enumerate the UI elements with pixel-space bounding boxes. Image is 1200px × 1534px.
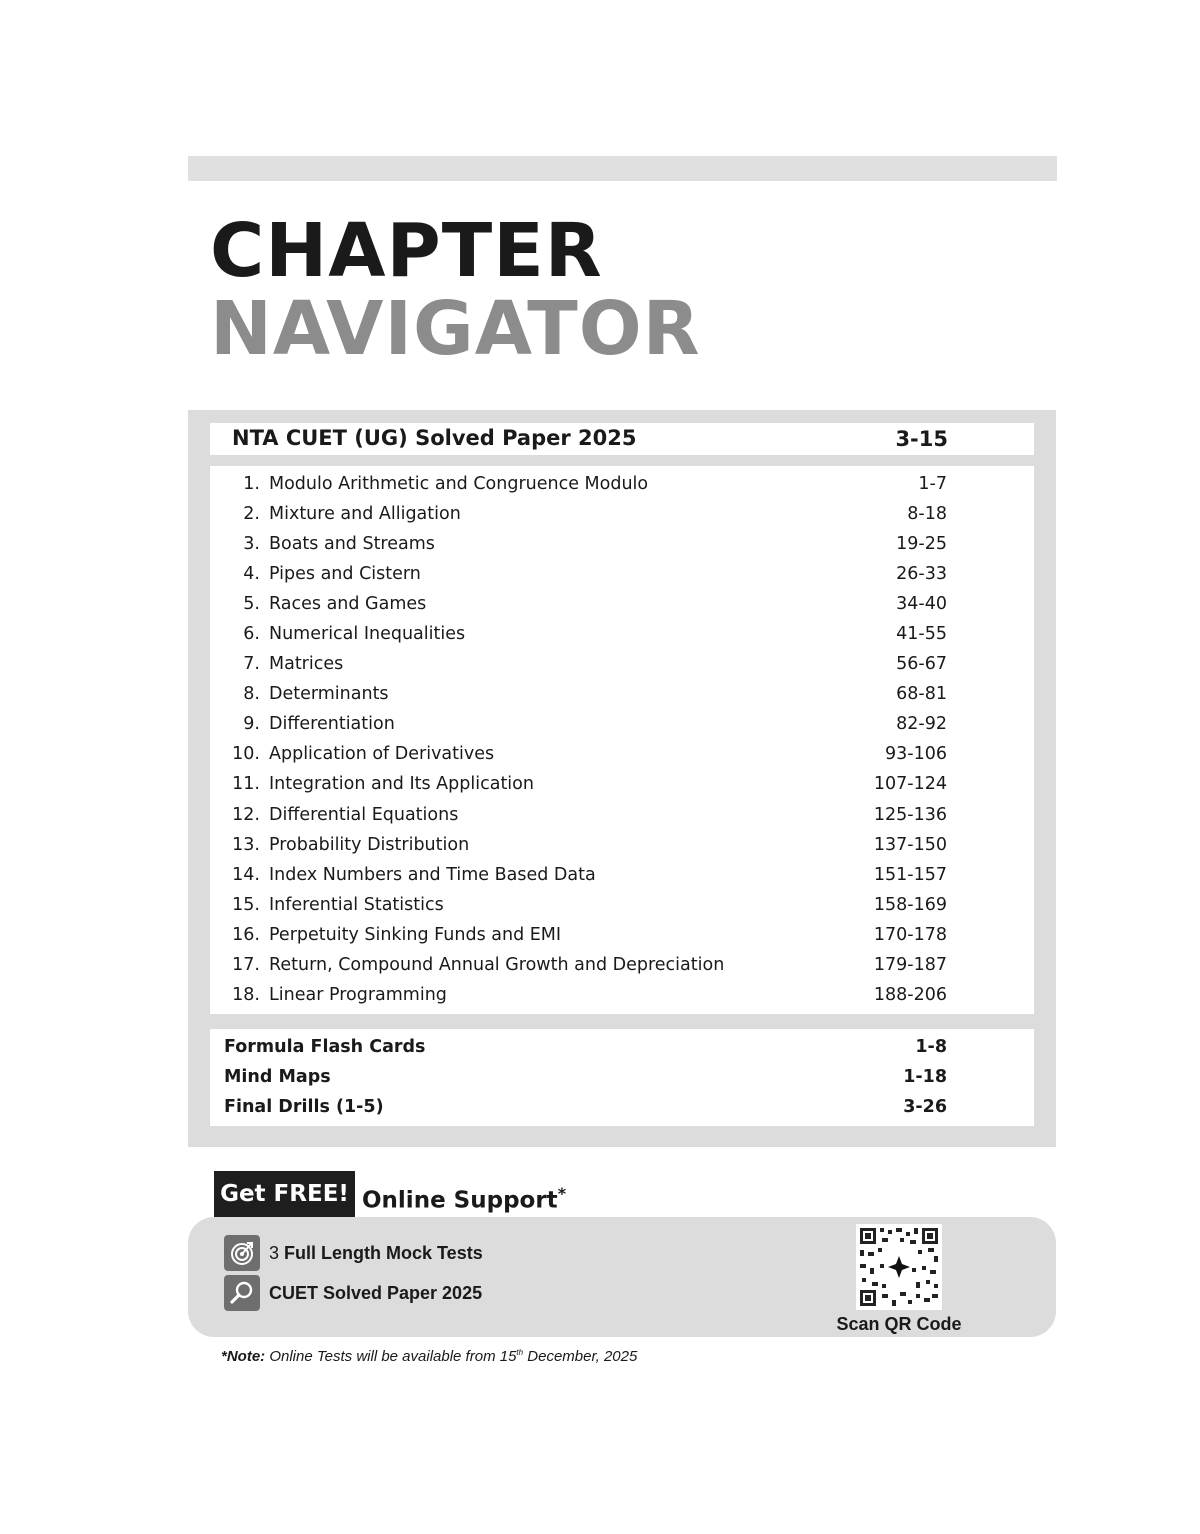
online-support-title (362, 1184, 566, 1214)
online-support-label: Online Support (362, 1187, 558, 1214)
extra-pages: 3-26 (903, 1097, 947, 1117)
solved-paper-entry[interactable] (210, 423, 1034, 455)
chapter-row[interactable] (210, 891, 1034, 921)
qr-code[interactable] (856, 1224, 942, 1310)
solved-paper-label (269, 1283, 482, 1304)
extra-row[interactable] (210, 1093, 1034, 1123)
chapter-title: Integration and Its Application (269, 774, 534, 795)
chapter-row[interactable] (210, 921, 1034, 951)
chapter-row[interactable] (210, 831, 1034, 861)
mock-tests-item[interactable] (224, 1235, 483, 1271)
chapter-pages: 19-25 (896, 534, 947, 555)
chapter-row[interactable] (210, 801, 1034, 831)
chapter-row[interactable] (210, 650, 1034, 680)
chapter-number: 9. (243, 714, 260, 735)
chapter-title: Probability Distribution (269, 834, 470, 855)
table-of-contents (188, 410, 1056, 1147)
chapter-title: Mixture and Alligation (269, 504, 461, 525)
chapter-pages: 93-106 (885, 744, 947, 765)
online-support-box (188, 1217, 1056, 1337)
chapter-row[interactable] (210, 560, 1034, 590)
chapter-number: 17. (232, 954, 260, 975)
extra-title: Final Drills (1-5) (224, 1097, 384, 1117)
search-magnifier-icon (224, 1275, 260, 1311)
chapter-title: Differential Equations (269, 804, 459, 825)
online-support-asterisk: * (557, 1184, 567, 1203)
chapter-row[interactable] (210, 470, 1034, 500)
chapter-number: 10. (232, 744, 260, 765)
chapter-title: Determinants (269, 684, 389, 705)
chapter-title: Differentiation (269, 714, 395, 735)
chapter-number: 6. (243, 624, 260, 645)
chapter-number: 12. (232, 804, 260, 825)
chapter-row[interactable] (210, 680, 1034, 710)
chapter-row[interactable] (210, 530, 1034, 560)
chapter-row[interactable] (210, 981, 1034, 1011)
chapter-title: Perpetuity Sinking Funds and EMI (269, 924, 562, 945)
chapter-number: 18. (232, 984, 260, 1005)
chapter-title: Pipes and Cistern (269, 564, 421, 585)
solved-paper-title: NTA CUET (UG) Solved Paper 2025 (232, 426, 637, 450)
note-text: Online Tests will be available from 15 (269, 1348, 517, 1365)
extras-list (210, 1033, 1034, 1123)
extra-row[interactable] (210, 1063, 1034, 1093)
chapter-number: 14. (232, 864, 260, 885)
chapter-number: 13. (232, 834, 260, 855)
chapter-row[interactable] (210, 740, 1034, 770)
extra-row[interactable] (210, 1033, 1034, 1063)
chapter-pages: 151-157 (873, 864, 947, 885)
chapter-title: Matrices (269, 654, 344, 675)
chapter-row[interactable] (210, 710, 1034, 740)
chapter-pages: 41-55 (896, 624, 947, 645)
solved-paper-pages: 3-15 (895, 427, 948, 451)
chapter-row[interactable] (210, 770, 1034, 800)
chapter-number: 1. (243, 474, 260, 494)
chapter-title: Boats and Streams (269, 534, 435, 555)
chapter-pages: 125-136 (873, 804, 947, 825)
note-date: December, 2025 (527, 1348, 638, 1365)
target-icon (224, 1235, 260, 1271)
solved-paper-item[interactable] (224, 1275, 482, 1311)
note-ordinal: th (516, 1348, 524, 1357)
chapter-pages: 1-7 (918, 474, 947, 494)
extra-pages: 1-18 (903, 1067, 947, 1087)
chapter-pages: 158-169 (873, 894, 947, 915)
chapter-pages: 137-150 (873, 834, 947, 855)
title-line-navigator: NAVIGATOR (210, 286, 701, 372)
availability-note (221, 1348, 637, 1365)
extra-title: Formula Flash Cards (224, 1037, 426, 1057)
chapter-title: Index Numbers and Time Based Data (269, 864, 596, 885)
chapter-number: 4. (243, 564, 260, 585)
chapter-title: Application of Derivatives (269, 744, 495, 765)
chapter-pages: 188-206 (873, 984, 947, 1005)
extras-panel (210, 1029, 1034, 1126)
chapter-pages: 34-40 (896, 594, 947, 615)
page-title (210, 208, 701, 372)
chapter-number: 5. (243, 594, 260, 615)
chapter-title: Modulo Arithmetic and Congruence Modulo (269, 474, 649, 494)
chapter-row[interactable] (210, 590, 1034, 620)
title-line-chapter: CHAPTER (210, 208, 603, 294)
extra-title: Mind Maps (224, 1067, 331, 1087)
chapter-pages: 170-178 (873, 924, 947, 945)
note-label: *Note: (221, 1348, 266, 1365)
chapter-title: Races and Games (269, 594, 427, 615)
qr-caption: Scan QR Code (836, 1314, 962, 1334)
chapter-pages: 26-33 (896, 564, 947, 585)
chapter-title: Numerical Inequalities (269, 624, 466, 645)
chapter-row[interactable] (210, 951, 1034, 981)
chapter-pages: 56-67 (896, 654, 947, 675)
chapter-number: 2. (243, 504, 260, 525)
chapter-number: 7. (243, 654, 260, 675)
chapter-row[interactable] (210, 500, 1034, 530)
chapter-row[interactable] (210, 861, 1034, 891)
chapter-number: 3. (243, 534, 260, 555)
top-decorative-bar (188, 156, 1057, 181)
mock-tests-label (269, 1243, 483, 1264)
chapter-number: 8. (243, 684, 260, 705)
chapter-number: 11. (232, 774, 260, 795)
chapter-number: 16. (232, 924, 260, 945)
mock-tests-name: Full Length Mock Tests (284, 1242, 483, 1263)
chapter-pages: 82-92 (896, 714, 947, 735)
chapter-list (210, 470, 1034, 1011)
chapter-list-panel (210, 466, 1034, 1014)
get-free-badge: Get FREE! (214, 1171, 355, 1217)
chapter-pages: 68-81 (896, 684, 947, 705)
solved-paper-name: CUET Solved Paper 2025 (269, 1282, 483, 1303)
chapter-pages: 179-187 (873, 954, 947, 975)
chapter-pages: 107-124 (873, 774, 947, 795)
chapter-title: Return, Compound Annual Growth and Depreciation (269, 954, 725, 975)
extra-pages: 1-8 (915, 1037, 947, 1057)
chapter-number: 15. (232, 894, 260, 915)
chapter-pages: 8-18 (907, 504, 947, 525)
chapter-title: Inferential Statistics (269, 894, 444, 915)
mock-tests-count: 3 (269, 1242, 280, 1263)
chapter-title: Linear Programming (269, 984, 447, 1005)
chapter-row[interactable] (210, 620, 1034, 650)
